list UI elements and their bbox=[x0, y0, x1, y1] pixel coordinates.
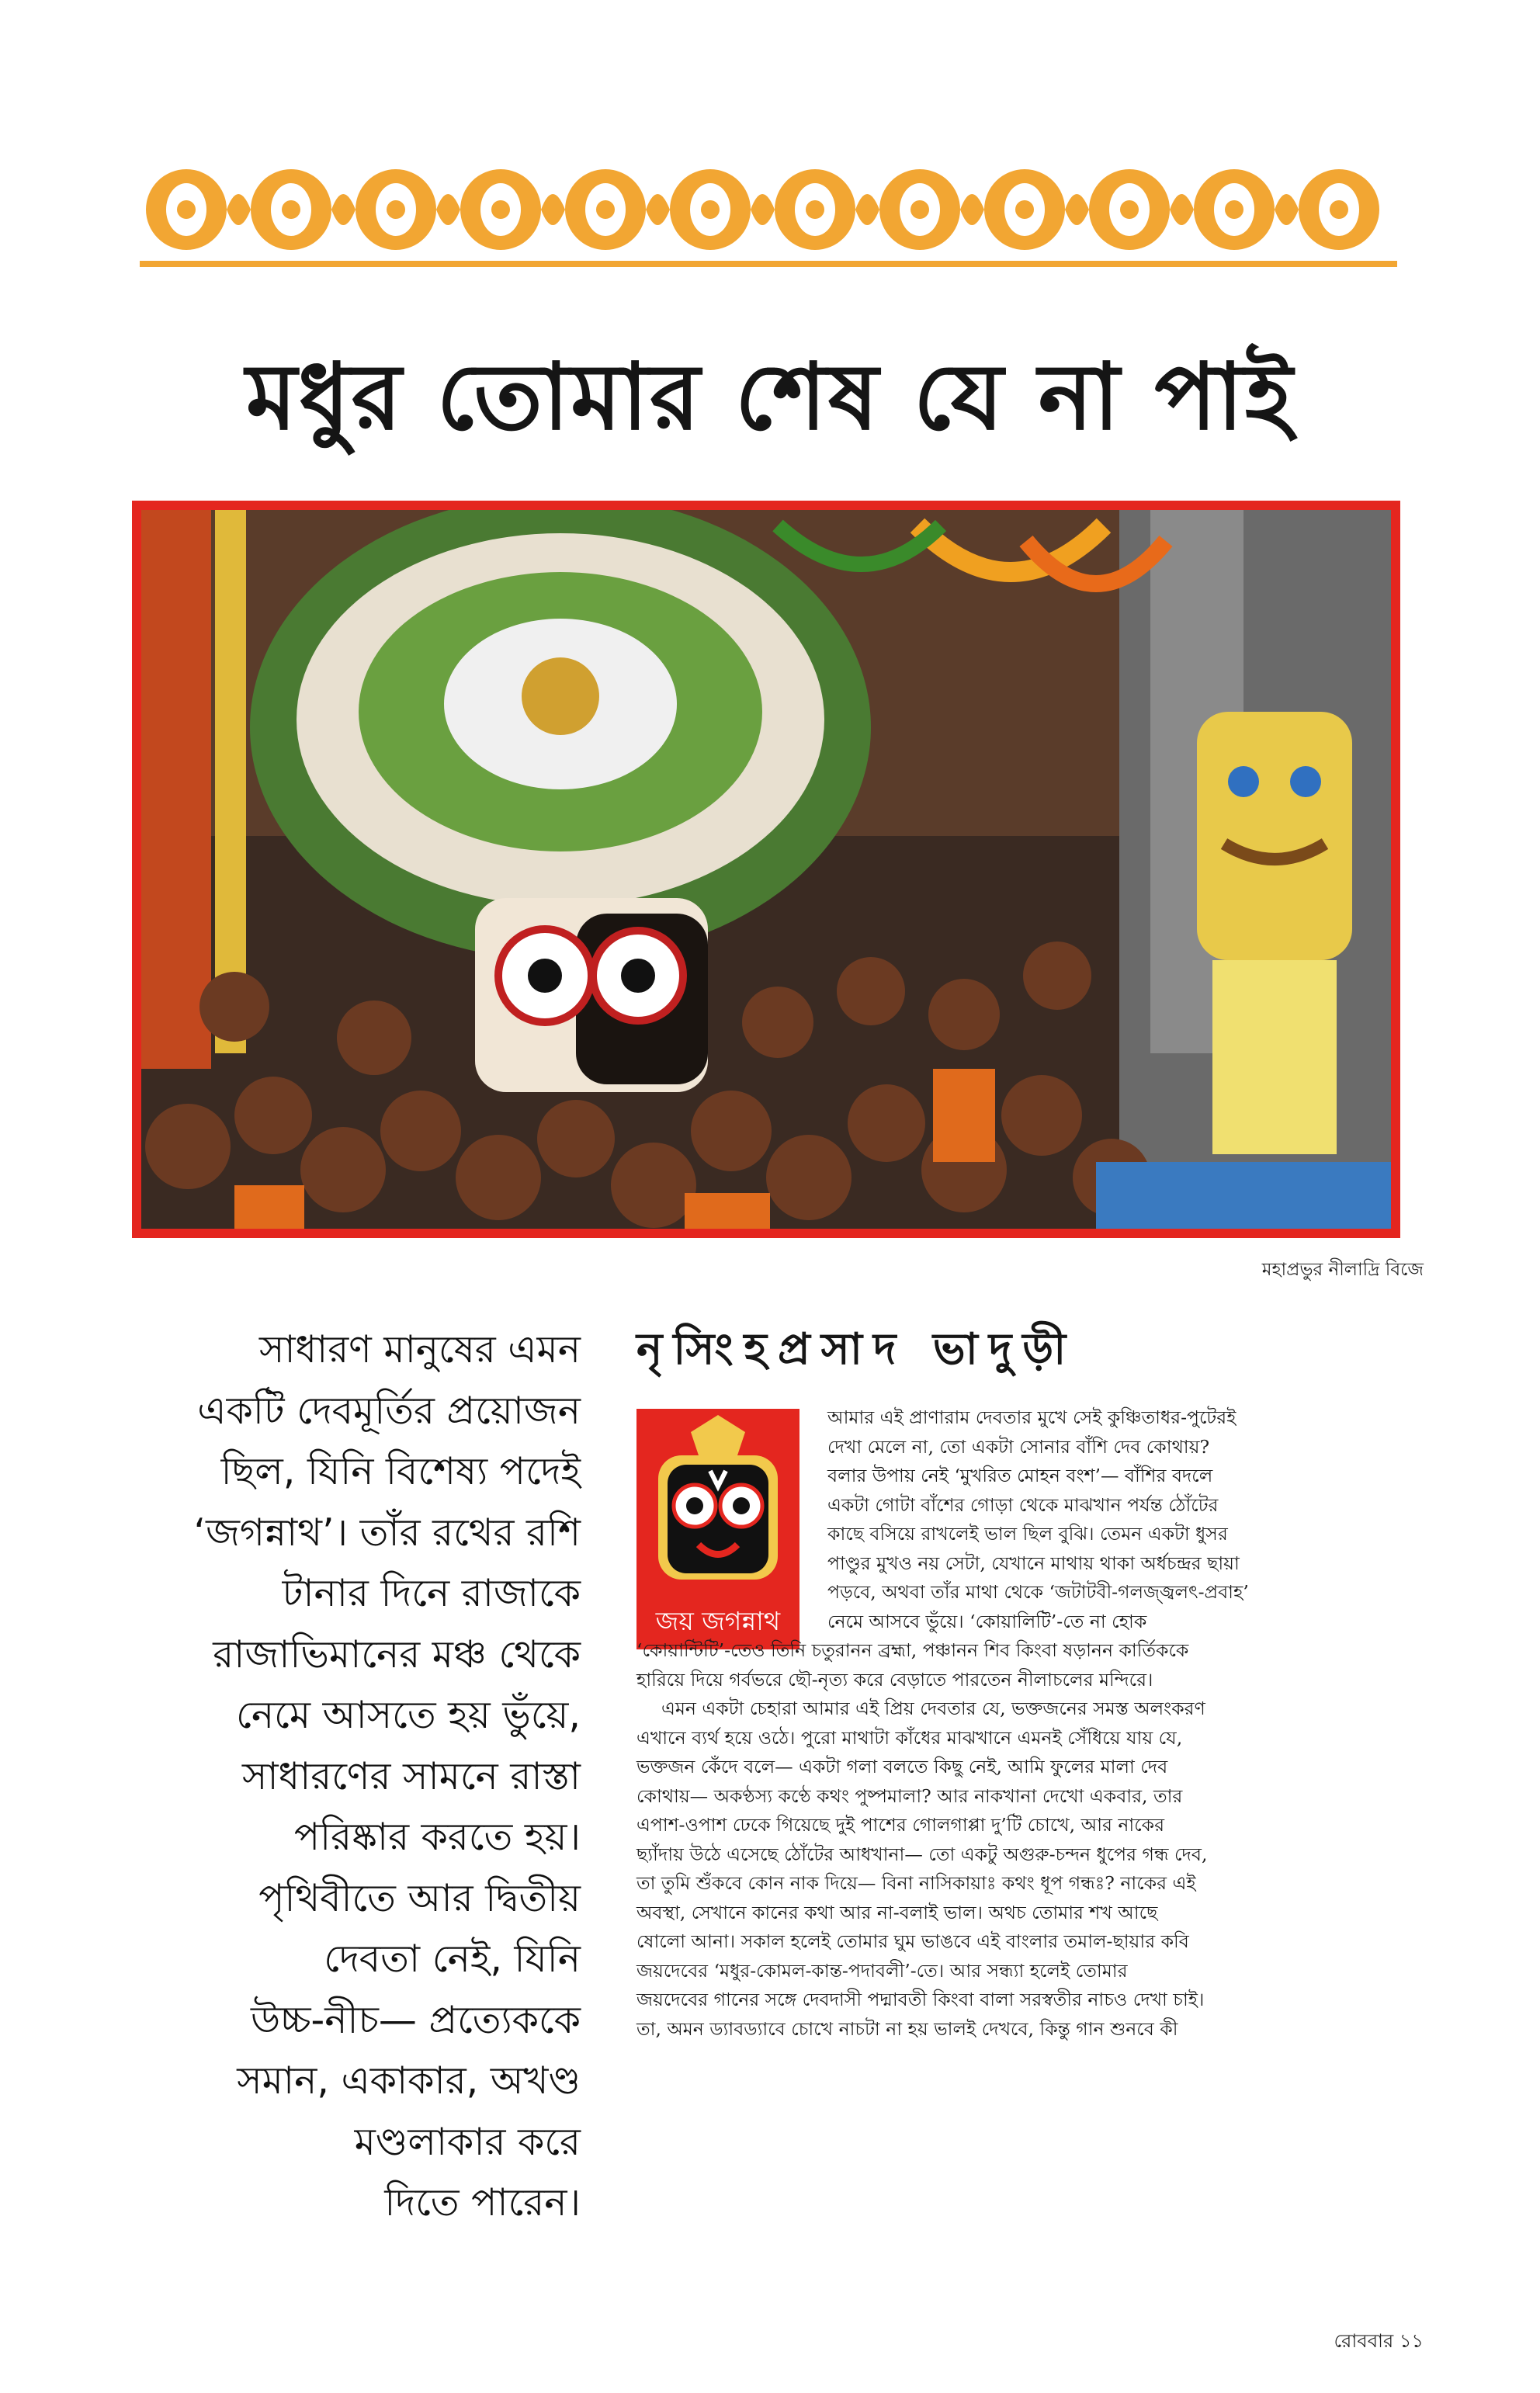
ornament-border bbox=[140, 155, 1397, 272]
article-line: নেমে আসবে ভুঁয়ে। ‘কোয়ালিটি’-তে না হোক bbox=[827, 1610, 1147, 1632]
article-line: ‘কোয়ান্টিটি’-তেও তিনি চতুরানন ব্রহ্মা, পঞ্চানন শিব কিংবা ষড়ানন কার্তিককে bbox=[636, 1639, 1189, 1661]
page-title: মধুর তোমার শেষ যে না পাই bbox=[245, 343, 1295, 450]
pull-quote-line: উচ্চ-নীচ— প্রত্যেককে bbox=[251, 1997, 581, 2042]
pull-quote-line: ‘জগন্নাথ’। তাঁর রথের রশি bbox=[193, 1510, 581, 1555]
pull-quote-line: মণ্ডলাকার করে bbox=[354, 2119, 581, 2164]
floral-ornament-icon bbox=[140, 155, 1397, 272]
article-line: কাছে বসিয়ে রাখলেই ভাল ছিল বুঝি। তেমন একটা ধুসর bbox=[827, 1523, 1228, 1545]
pull-quote-line: সমান, একাকার, অখণ্ড bbox=[237, 2058, 581, 2103]
main-photo bbox=[132, 501, 1400, 1238]
inset-label: জয় জগন্নাথ bbox=[655, 1606, 781, 1636]
article-line: দেখা মেলে না, তো একটা সোনার বাঁশি দেব কোথায়? bbox=[827, 1435, 1210, 1458]
article-line: ছ্যাঁদায় উঠে এসেছে ঠোঁটের আধখানা— তো একটু অগুরু-চন্দন ধুপের গন্ধ দেব, bbox=[636, 1843, 1208, 1865]
article-line: ভক্তজন কেঁদে বলে— একটা গলা বলতে কিছু নেই, আমি ফুলের মালা দেব bbox=[636, 1756, 1168, 1777]
article-line: একটা গোটা বাঁশের গোড়া থেকে মাঝখান পর্যন্ত ঠোঁটের bbox=[827, 1493, 1219, 1516]
pull-quote-line: একটি দেবমূর্তির প্রয়োজন bbox=[197, 1388, 581, 1433]
photo-caption: মহাপ্রভুর নীলাদ্রি বিজে bbox=[1261, 1260, 1424, 1280]
article-line: পড়বে, অথবা তাঁর মাথা থেকে ‘জটাটবী-গলজ্জ্বলৎ-প্রবাহ’ bbox=[827, 1581, 1249, 1603]
article-line: এমন একটা চেহারা আমার এই প্রিয় দেবতার যে, ভক্তজনের সমস্ত অলংকরণ bbox=[661, 1698, 1205, 1719]
author-byline: নৃসিংহপ্রসাদ ভাদুড়ী bbox=[636, 1324, 1077, 1375]
pull-quote-line: টানার দিনে রাজাকে bbox=[282, 1571, 581, 1615]
pull-quote-line: সাধারণের সামনে রাস্তা bbox=[242, 1753, 581, 1798]
pull-quote-line: দিতে পারেন। bbox=[384, 2180, 581, 2225]
article-line: তা তুমি শুঁকবে কোন নাক দিয়ে— বিনা নাসিকায়াঃ কথং ধূপ গন্ধঃ? নাকের এই bbox=[636, 1872, 1196, 1894]
article-line: তা, অমন ড্যাবড্যাবে চোখে নাচটা না হয় ভালই দেখবে, কিন্তু গান শুনবে কী bbox=[636, 2017, 1178, 2040]
article-line: অবস্থা, সেখানে কানের কথা আর না-বলাই ভাল। অথচ তোমার শখ আছে bbox=[636, 1901, 1158, 1923]
pull-quote-line: দেবতা নেই, যিনি bbox=[324, 1937, 581, 1981]
pull-quote-line: নেমে আসতে হয় ভুঁয়ে, bbox=[236, 1693, 581, 1737]
pull-quote-line: পৃথিবীতে আর দ্বিতীয় bbox=[258, 1875, 581, 1920]
article-line: কোথায়— অকণ্ঠস্য কণ্ঠে কথং পুষ্পমালা? আর নাকখানা দেখো একবার, তার bbox=[636, 1784, 1183, 1807]
article-line: আমার এই প্রাণারাম দেবতার মুখে সেই কুঞ্চিতাধর-পুটেরই bbox=[827, 1406, 1237, 1428]
pull-quote-line: ছিল, যিনি বিশেষ্য পদেই bbox=[220, 1449, 581, 1493]
article-body bbox=[636, 1403, 1413, 2044]
pull-quote bbox=[132, 1320, 581, 2234]
article-line: এখানে ব্যর্থ হয়ে ওঠে। পুরো মাথাটা কাঁধের মাঝখানে এমনই সেঁধিয়ে যায় যে, bbox=[636, 1726, 1183, 1749]
pull-quote-line: সাধারণ মানুষের এমন bbox=[258, 1327, 581, 1372]
article-line: এপাশ-ওপাশ ঢেকে গিয়েছে দুই পাশের গোলগাপ্পা দু’টি চোখে, আর নাকের bbox=[636, 1814, 1165, 1836]
pull-quote-line: রাজাভিমানের মঞ্চ থেকে bbox=[213, 1632, 581, 1677]
article-line: জয়দেবের ‘মধুর-কোমল-কান্ত-পদাবলী’-তে। আর সন্ধ্যা হলেই তোমার bbox=[636, 1959, 1128, 1982]
article-line: ষোলো আনা। সকাল হলেই তোমার ঘুম ভাঙবে এই বাংলার তমাল-ছায়ার কবি bbox=[636, 1930, 1189, 1952]
article-line: পাণ্ডুর মুখও নয় সেটা, যেখানে মাথায় থাকা অর্ধচন্দ্রর ছায়া bbox=[827, 1552, 1240, 1574]
article-line: হারিয়ে দিয়ে গর্বভরে ছৌ-নৃত্য করে বেড়াতে পারতেন নীলাচলের মন্দিরে। bbox=[636, 1668, 1153, 1691]
article-line: বলার উপায় নেই ‘মুখরিত মোহন বংশ’— বাঁশির বদলে bbox=[827, 1465, 1213, 1486]
pull-quote-line: পরিষ্কার করতে হয়। bbox=[293, 1815, 581, 1859]
page-folio: রোববার ১১ bbox=[1334, 2330, 1424, 2352]
article-line: জয়দেবের গানের সঙ্গে দেবদাসী পদ্মাবতী কিংবা বালা সরস্বতীর নাচও দেখা চাই। bbox=[636, 1989, 1205, 2010]
rath-yatra-photo-icon bbox=[141, 510, 1391, 1229]
